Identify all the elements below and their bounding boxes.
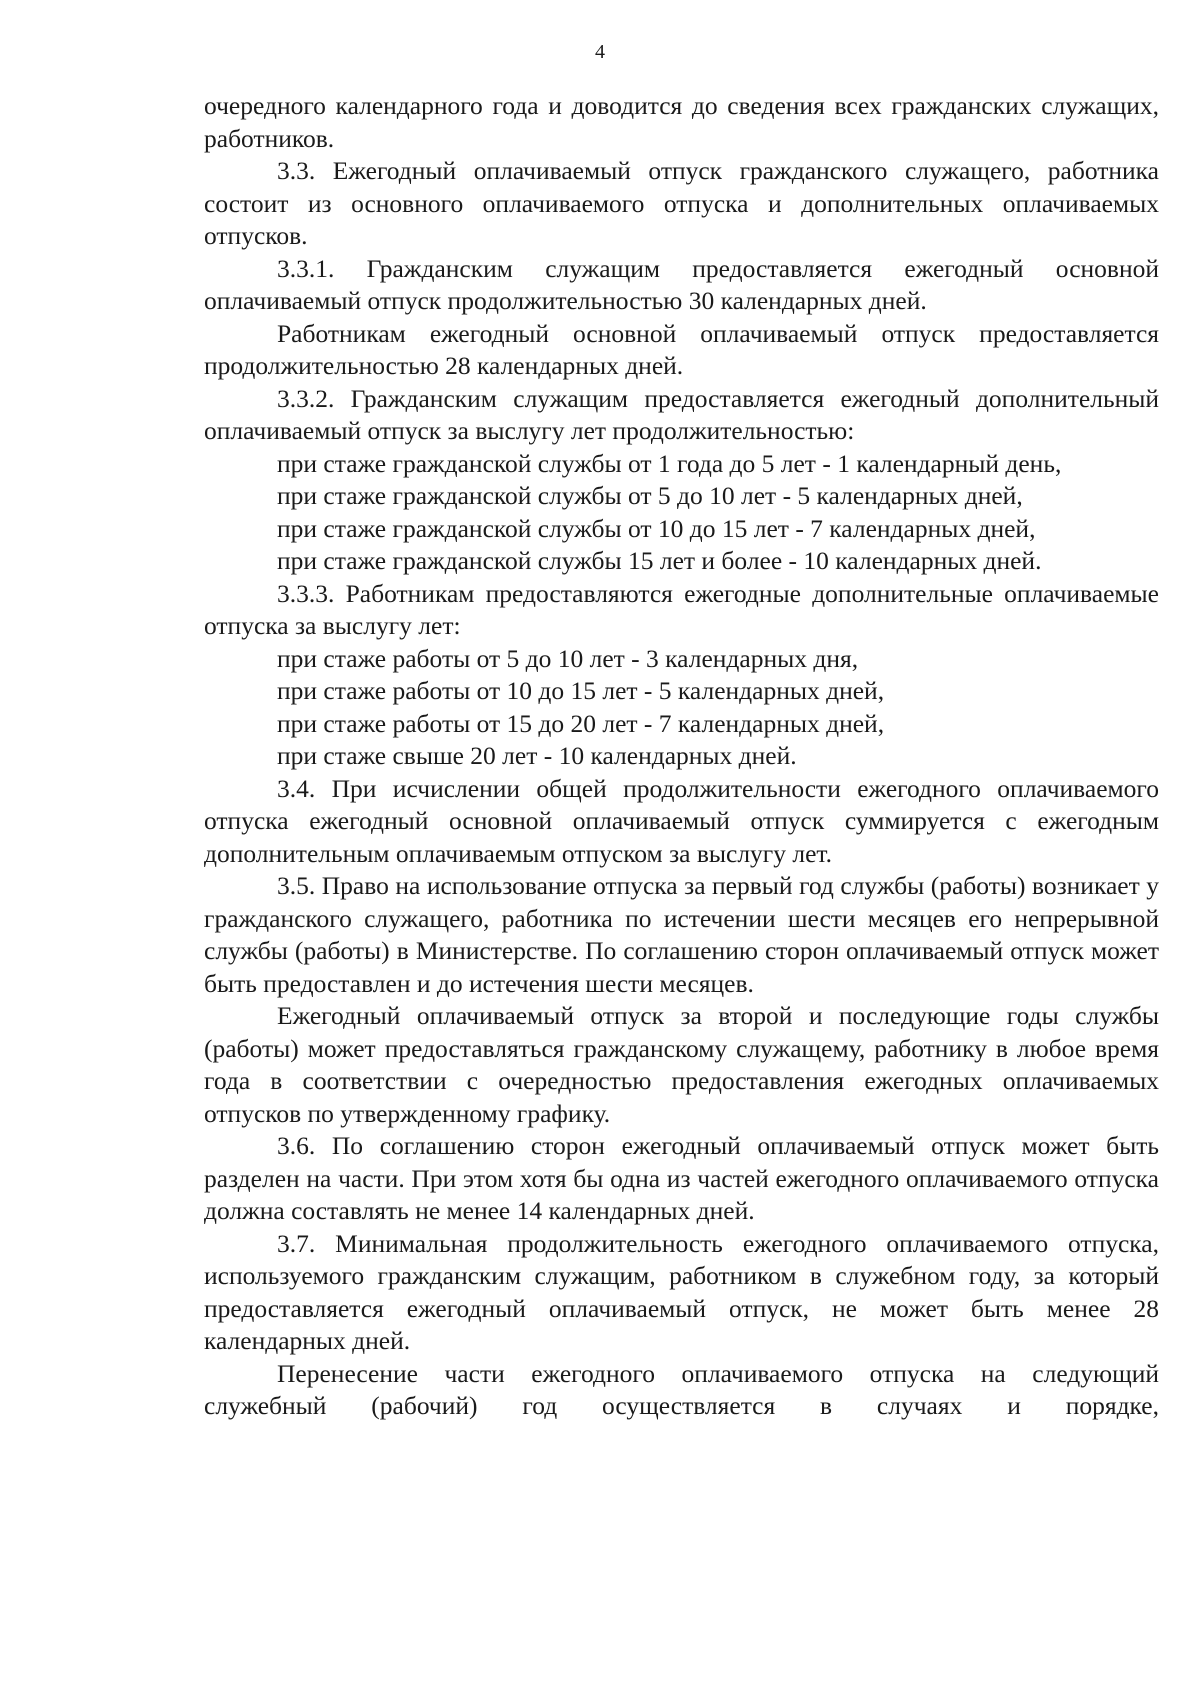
paragraph-3-3-2: 3.3.2. Гражданским служащим предоставляется ежегодный дополнительный оплачиваемый отпуск за выслугу лет продолжительностью:	[204, 383, 1159, 445]
paragraph-3-5: 3.5. Право на использование отпуска за первый год службы (работы) возникает у гражданского служащего, работника по истечении шести месяцев его непрерывной службы (работы) в Министерстве. По соглашению сторон оплачиваемый отпуск может быть предоставлен и до истечения шести месяцев.	[204, 871, 1159, 998]
paragraph-workers-main-leave: Работникам ежегодный основной оплачиваемый отпуск предоставляется продолжительностью 28 календарных дней.	[204, 318, 1159, 380]
paragraph-transfer: Перенесение части ежегодного оплачиваемого отпуска на следующий служебный (рабочий) год осуществляется в случаях и порядке,	[204, 1358, 1159, 1420]
list-item: при стаже работы от 10 до 15 лет - 5 календарных дней,	[277, 676, 885, 705]
list-item: при стаже работы от 15 до 20 лет - 7 календарных дней,	[277, 708, 885, 738]
paragraph-subsequent-years: Ежегодный оплачиваемый отпуск за второй и последующие годы службы (работы) может предоставляться гражданскому служащему, работнику в любое время года в соответствии с очередностью предоставления ежегодных оплачиваемых отпусков по утвержденному графику.	[204, 1001, 1159, 1128]
list-item: при стаже гражданской службы от 10 до 15 лет - 7 календарных дней,	[277, 513, 1036, 543]
paragraph-3-6: 3.6. По соглашению сторон ежегодный оплачиваемый отпуск может быть разделен на части. При этом хотя бы одна из частей ежегодного оплачиваемого отпуска должна составлять не менее 14 календарных дней.	[204, 1131, 1159, 1225]
list-item: при стаже работы от 5 до 10 лет - 3 календарных дня,	[277, 643, 859, 673]
paragraph: очередного календарного года и доводится до сведения всех гражданских служащих, работников.	[204, 91, 1159, 153]
list-item: при стаже свыше 20 лет - 10 календарных дней.	[277, 741, 797, 770]
list-item: при стаже гражданской службы от 1 года до 5 лет - 1 календарный день,	[277, 448, 1062, 478]
list-item: при стаже гражданской службы от 5 до 10 лет - 5 календарных дней,	[277, 481, 1023, 510]
paragraph-3-7: 3.7. Минимальная продолжительность ежегодного оплачиваемого отпуска, используемого гражданским служащим, работником в служебном году, за который предоставляется ежегодный оплачиваемый отпуск, не может быть менее 28 календарных дней.	[204, 1228, 1159, 1355]
paragraph-3-4: 3.4. При исчислении общей продолжительности ежегодного оплачиваемого отпуска ежегодный основной оплачиваемый отпуск суммируется с ежегодным дополнительным оплачиваемым отпуском за выслугу лет.	[204, 773, 1159, 868]
list-item: при стаже гражданской службы 15 лет и более - 10 календарных дней.	[277, 546, 1042, 575]
paragraph-3-3-3: 3.3.3. Работникам предоставляются ежегодные дополнительные оплачиваемые отпуска за выслугу лет:	[204, 578, 1159, 640]
paragraph-3-3-1: 3.3.1. Гражданским служащим предоставляется ежегодный основной оплачиваемый отпуск продолжительностью 30 календарных дней.	[204, 253, 1159, 315]
page-number: 4	[595, 41, 605, 63]
paragraph-3-3: 3.3. Ежегодный оплачиваемый отпуск гражданского служащего, работника состоит из основного оплачиваемого отпуска и дополнительных оплачиваемых отпусков.	[204, 156, 1159, 250]
document-body	[204, 90, 1159, 1423]
